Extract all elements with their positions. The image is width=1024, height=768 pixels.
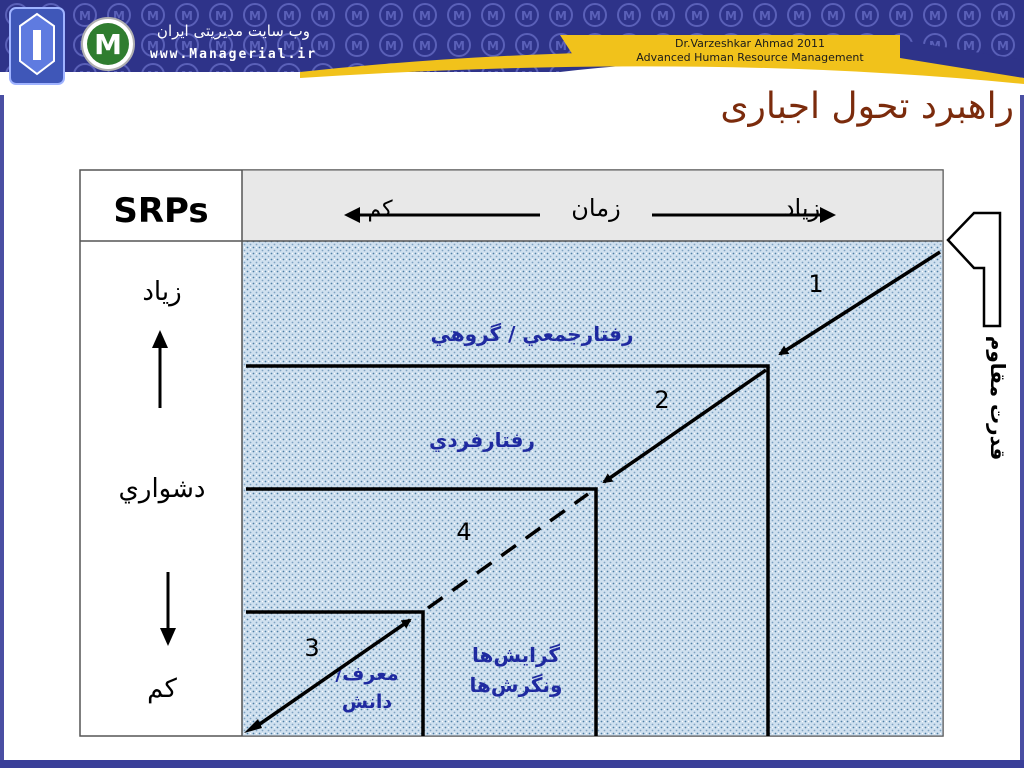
slide-title: راهبرد تحول اجباری: [720, 86, 1014, 127]
step-4-number: 4: [456, 518, 472, 546]
corner-label: SRPs: [113, 191, 209, 231]
time-axis-label: زمان: [571, 194, 621, 222]
difficulty-high: زیاد: [142, 277, 182, 307]
time-axis-high: زیاد: [783, 194, 821, 222]
resistance-label: قدرت مقاوم: [986, 335, 1010, 461]
site-url[interactable]: www.Managerial.ir: [150, 47, 318, 62]
svg-text:M: M: [94, 28, 122, 61]
time-axis-low: کم: [367, 197, 393, 222]
level-attitude-box: [446, 640, 586, 720]
site-name: وب سایت مدیریتی ایران: [156, 22, 310, 40]
level-knowledge-box: [312, 660, 422, 736]
difficulty-label: دشواري: [118, 474, 206, 504]
resistance-force-arrow: [948, 213, 1000, 326]
step-1-number: 1: [808, 270, 824, 298]
step-3-number: 3: [304, 634, 320, 662]
level-group-text: رفتارجمعي / گروهي: [430, 322, 634, 346]
level-attitude-text: گرايش‌ها ونگرش‌ها: [469, 643, 563, 697]
course-title: Advanced Human Resource Management: [636, 51, 864, 64]
course-author: Dr.Varzeshkar Ahmad 2011: [674, 37, 826, 50]
step-2-number: 2: [654, 386, 670, 414]
level-individual-text: رفتارفردي: [429, 428, 535, 452]
level-knowledge-text: معرف/ دانش: [335, 663, 399, 713]
difficulty-low: کم: [147, 674, 177, 704]
